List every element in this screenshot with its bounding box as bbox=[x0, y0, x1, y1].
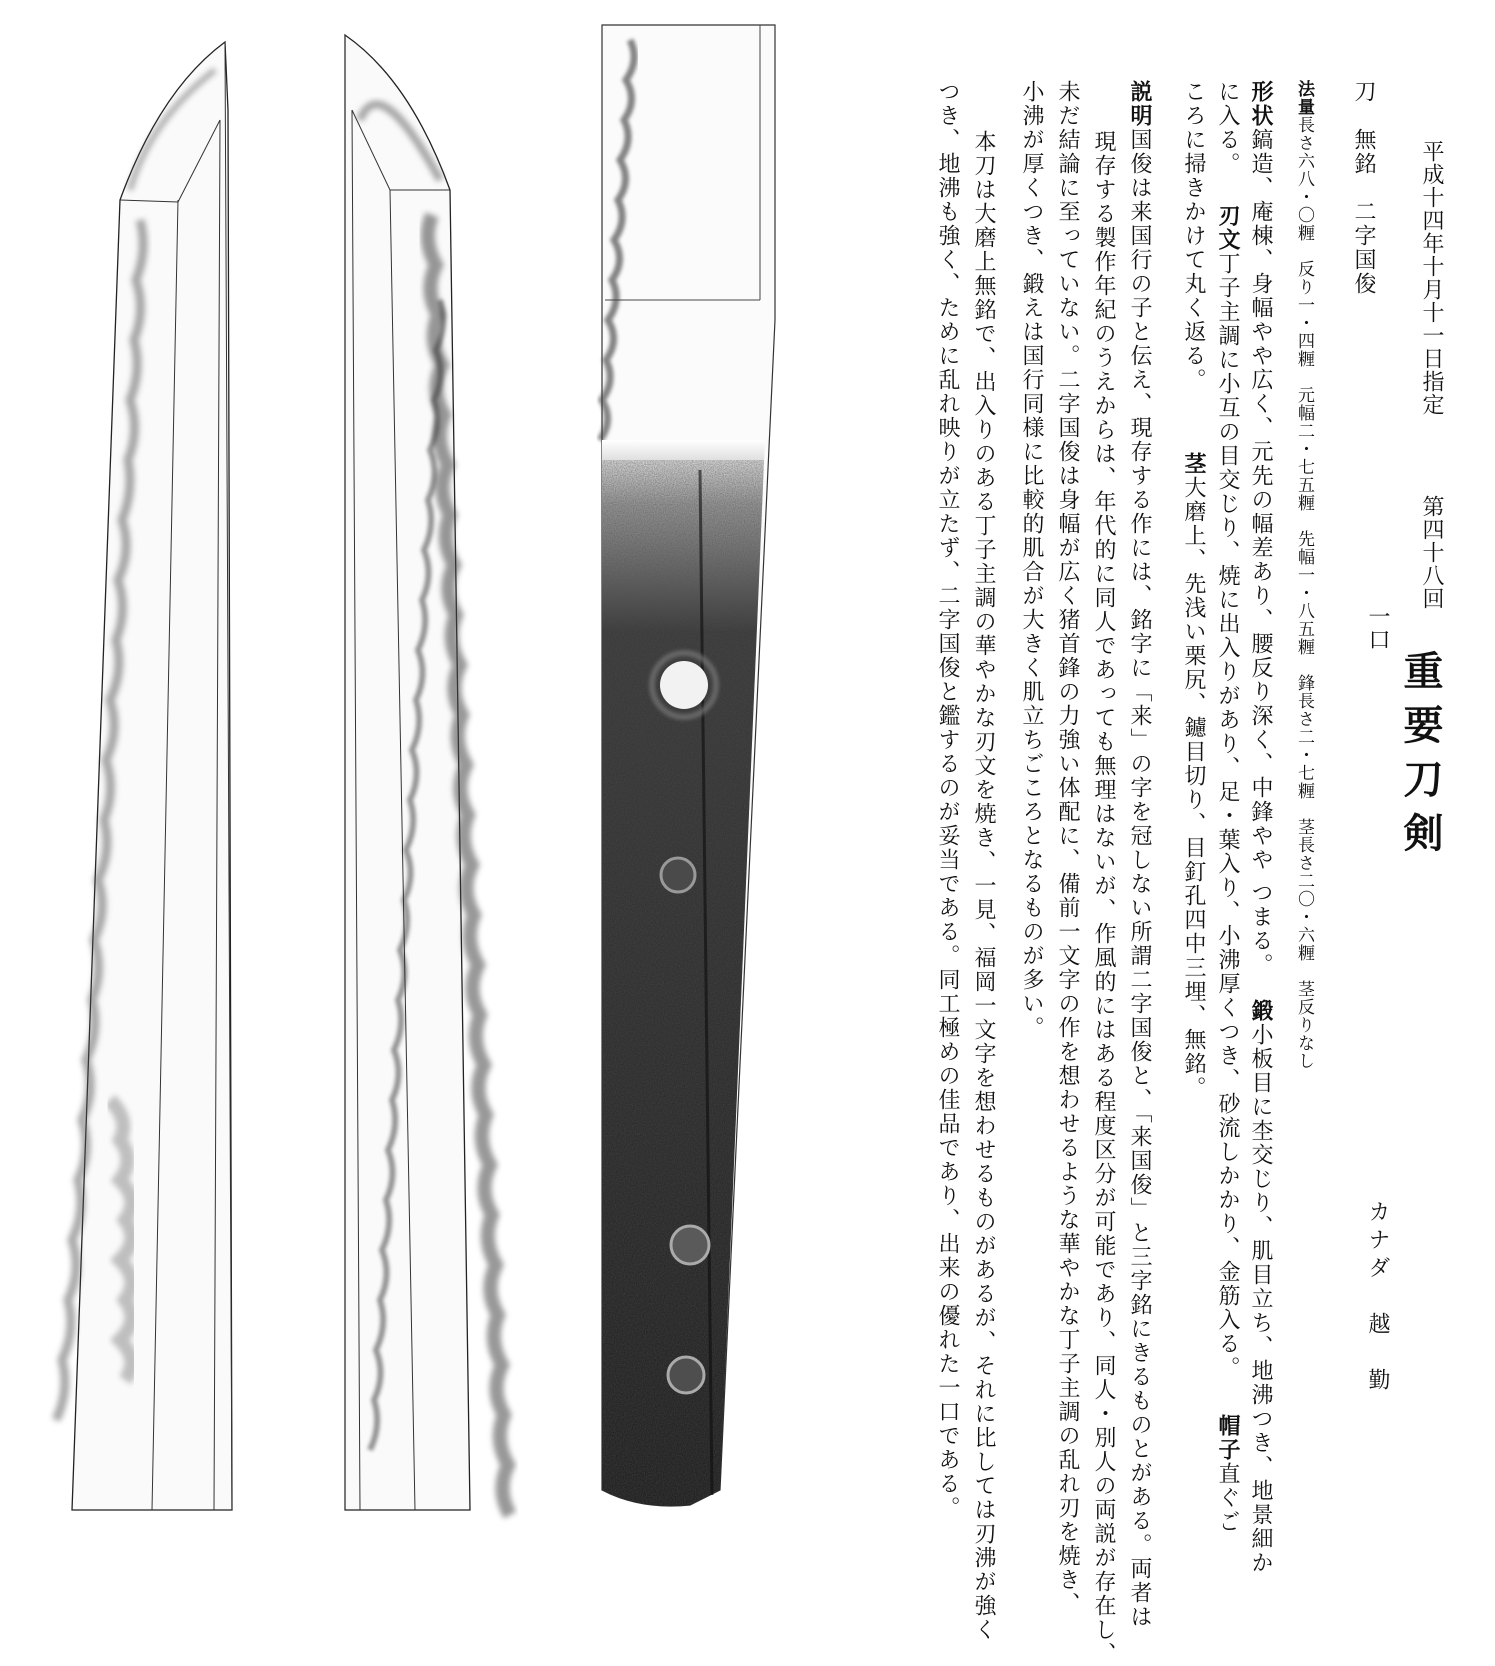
kitae-label: 鍛 bbox=[1248, 999, 1273, 1023]
explanation-line-6: つき、地沸も強く、ために乱れ映りが立たず、二字国俊と鑑するのが妥当である。同工極めの佳品であり、出来の優れた一口である。 bbox=[935, 80, 960, 1520]
shape-text: 鎬造、庵棟、身幅やや広く、元先の幅差あり、腰反り深く、中鋒やや つまる。 bbox=[1248, 128, 1273, 977]
boshi-label: 帽子 bbox=[1215, 1414, 1240, 1462]
sword-oshigata-ura bbox=[345, 35, 510, 1515]
sword-name: 刀 無銘 二字国俊 bbox=[1351, 80, 1376, 296]
item-count: 一口 bbox=[1365, 605, 1390, 651]
shape-line-2 bbox=[1216, 80, 1238, 1534]
explanation-line-1 bbox=[1128, 80, 1150, 1629]
mekugi-hole-filled bbox=[661, 858, 695, 892]
page-title: 重要刀剣 bbox=[1397, 650, 1444, 866]
shape-line-1 bbox=[1249, 80, 1271, 1575]
mekugi-hole-open bbox=[660, 661, 708, 709]
explanation-line-4: 小沸が厚くつき、鍛えは国行同様に比較的肌合が大きく肌立ちごころとなるものが多い。 bbox=[1019, 80, 1044, 1040]
explanation-line-2: 現存する製作年紀のうえからは、年代的に同人であっても無理はないが、作風的にはある程度区分が可能であり、同人・別人の両説が存在し、 bbox=[1091, 130, 1116, 1666]
measurements-label: 法量 bbox=[1294, 80, 1314, 116]
hamon-text: 丁子主調に小互の目交じり、焼に出入りがあり、足・葉入り、小沸厚くつき、砂流しかかり、金筋入る。 bbox=[1215, 252, 1240, 1380]
explanation-text: 国俊は来国行の子と伝え、現存する作には、銘字に「来」の字を冠しない所謂二字国俊と、「来国俊」と三字銘にきるものとがある。両者は bbox=[1127, 128, 1152, 1629]
shape-line-3 bbox=[1182, 80, 1204, 1100]
session-number: 第四十八回 bbox=[1419, 495, 1444, 610]
boshi-text: 直ぐご bbox=[1215, 1462, 1240, 1534]
kitae-text-cont: に入る。 bbox=[1215, 80, 1240, 176]
text-area bbox=[860, 30, 1480, 1666]
kitae-text: 小板目に杢交じり、肌目立ち、地沸つき、地景細か bbox=[1248, 1023, 1273, 1575]
explanation-line-5: 本刀は大磨上無銘で、出入りのある丁子主調の華やかな刃文を焼き、一見、福岡一文字を想わせるものがあるが、それに比しては刃沸が強く bbox=[971, 130, 996, 1642]
hamon-label: 刃文 bbox=[1215, 204, 1240, 252]
nakago-label: 茎 bbox=[1181, 452, 1206, 476]
designation-date: 平成十四年十月十一日指定 bbox=[1419, 140, 1444, 416]
shape-label: 形状 bbox=[1248, 80, 1273, 128]
mekugi-hole-filled bbox=[671, 1226, 709, 1264]
nakago-photograph bbox=[600, 25, 775, 1506]
measurements bbox=[1295, 80, 1312, 1070]
nakago-text: 大磨上、先浅い栗尻、鑢目切り、目釘孔四中三埋、無銘。 bbox=[1181, 476, 1206, 1100]
explanation-line-3: 未だ結論に至っていない。二字国俊は身幅が広く猪首鋒の力強い体配に、備前一文字の作を想わせるような華やかな丁子主調の乱れ刃を焼き、 bbox=[1055, 80, 1080, 1616]
measurements-text: 長さ六八・〇糎 反り一・四糎 元幅二・七五糎 先幅一・八五糎 鋒長さ二・七糎 茎長さ二〇・六糎 茎反りなし bbox=[1294, 116, 1314, 1070]
owner-name: カナダ 越 勤 bbox=[1365, 1200, 1390, 1396]
boshi-text-cont: ころに掃きかけて丸く返る。 bbox=[1181, 80, 1206, 392]
explanation-label: 説明 bbox=[1127, 80, 1152, 128]
mekugi-hole-filled bbox=[668, 1357, 704, 1393]
sword-oshigata-omote bbox=[56, 42, 232, 1510]
